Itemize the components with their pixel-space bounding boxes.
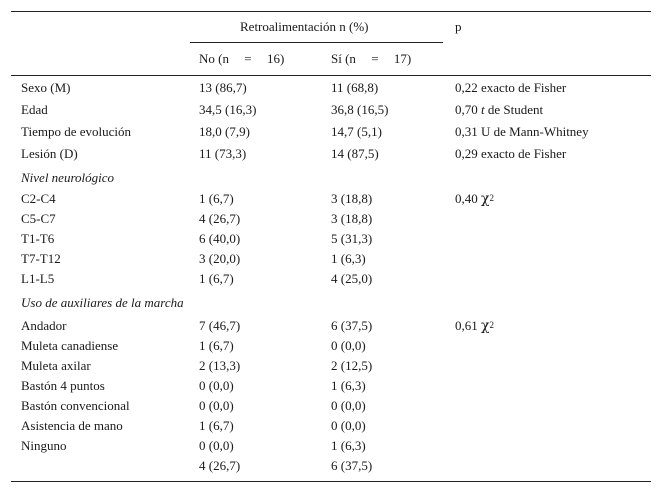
row-no: 1 (6,7)	[199, 418, 234, 433]
row-no: 0 (0,0)	[199, 378, 234, 393]
row-p	[455, 102, 543, 118]
header-bottom-rule	[11, 75, 651, 76]
row-si: 1 (6,3)	[331, 251, 366, 266]
row-si: 4 (25,0)	[331, 271, 373, 286]
row-si: 1 (6,3)	[331, 378, 366, 393]
row-no: 2 (13,3)	[199, 358, 241, 373]
row-no: 34,5 (16,3)	[199, 102, 257, 117]
row-si: 1 (6,3)	[331, 438, 366, 453]
row-no: 18,0 (7,9)	[199, 124, 250, 139]
group-header-feedback: Retroalimentación n (%)	[240, 19, 369, 34]
row-no: 11 (73,3)	[199, 146, 247, 161]
row-si: 2 (12,5)	[331, 358, 373, 373]
row-label: Bastón 4 puntos	[21, 378, 105, 393]
p-value: 0,61	[455, 318, 478, 333]
row-label: C5-C7	[21, 211, 56, 226]
row-si: 5 (31,3)	[331, 231, 373, 246]
header-no	[199, 51, 284, 67]
row-label: Edad	[21, 102, 48, 117]
row-no: 0 (0,0)	[199, 438, 234, 453]
chi-symbol: χ	[481, 318, 490, 334]
row-no: 7 (46,7)	[199, 318, 241, 333]
row-no: 0 (0,0)	[199, 398, 234, 413]
row-p-test-letter: t	[481, 102, 485, 117]
chi-symbol: χ	[481, 191, 490, 207]
row-no: 4 (26,7)	[199, 211, 241, 226]
section-title-neuro: Nivel neurológico	[21, 170, 115, 185]
chi-superscript: 2	[489, 320, 494, 330]
row-p-test-name: de Student	[487, 102, 544, 117]
row-si: 0 (0,0)	[331, 338, 366, 353]
group-header-rule	[190, 42, 443, 43]
header-si-eq: =	[371, 51, 379, 66]
header-no-prefix: No (n	[199, 51, 229, 66]
row-p-value: 0,70	[455, 102, 478, 117]
row-si: 14 (87,5)	[331, 146, 379, 161]
row-si: 6 (37,5)	[331, 318, 373, 333]
header-si-prefix: Sí (n	[331, 51, 356, 66]
chi-superscript: 2	[489, 193, 494, 203]
section-title-aux: Uso de auxiliares de la marcha	[21, 295, 184, 310]
row-no: 13 (86,7)	[199, 80, 247, 95]
row-p: 0,31 U de Mann-Whitney	[455, 124, 589, 139]
header-si-n: 17)	[393, 51, 412, 66]
row-label: Ninguno	[21, 438, 67, 453]
row-no: 1 (6,7)	[199, 191, 234, 206]
row-label: Muleta axilar	[21, 358, 91, 373]
row-label: Muleta canadiense	[21, 338, 119, 353]
row-label: Asistencia de mano	[21, 418, 123, 433]
header-si	[331, 51, 411, 67]
row-label: Lesión (D)	[21, 146, 78, 161]
row-p: 0,22 exacto de Fisher	[455, 80, 567, 95]
row-si: 0 (0,0)	[331, 398, 366, 413]
row-si: 11 (68,8)	[331, 80, 379, 95]
row-si: 36,8 (16,5)	[331, 102, 389, 117]
row-p: 0,29 exacto de Fisher	[455, 146, 567, 161]
row-label: Tiempo de evolución	[21, 124, 132, 139]
row-label: L1-L5	[21, 271, 55, 286]
row-no: 1 (6,7)	[199, 338, 234, 353]
row-label: T1-T6	[21, 231, 55, 246]
row-si: 0 (0,0)	[331, 418, 366, 433]
section-aux-p	[455, 318, 494, 334]
table-bottom-rule	[11, 481, 651, 482]
row-si: 6 (37,5)	[331, 458, 373, 473]
row-label: Sexo (M)	[21, 80, 71, 95]
row-si: 3 (18,8)	[331, 211, 373, 226]
header-p: p	[455, 19, 462, 34]
row-label: Andador	[21, 318, 67, 333]
row-no: 4 (26,7)	[199, 458, 241, 473]
row-label: T7-T12	[21, 251, 61, 266]
row-no: 6 (40,0)	[199, 231, 241, 246]
table-top-rule	[11, 11, 651, 12]
p-value: 0,40	[455, 191, 478, 206]
row-si: 14,7 (5,1)	[331, 124, 382, 139]
row-no: 3 (20,0)	[199, 251, 241, 266]
row-label: C2-C4	[21, 191, 56, 206]
row-si: 3 (18,8)	[331, 191, 373, 206]
section-neuro-p	[455, 191, 494, 207]
row-no: 1 (6,7)	[199, 271, 234, 286]
header-no-eq: =	[244, 51, 252, 66]
header-no-n: 16)	[266, 51, 285, 66]
row-label: Bastón convencional	[21, 398, 130, 413]
